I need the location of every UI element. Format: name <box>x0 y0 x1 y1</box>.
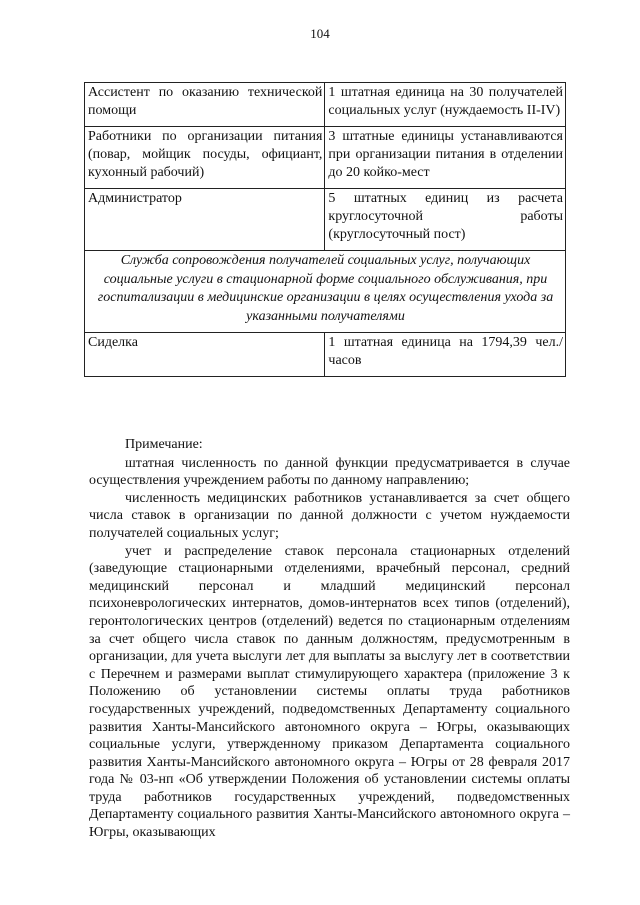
staffing-table <box>84 82 566 377</box>
page-number: 104 <box>310 26 330 41</box>
section-heading: Служба сопровождения получателей социальных услуг, получающих социальные услуги в стационарной форме социального обслуживания, при госпитализации в медицинские организации в целях осуществления ухода за указанными получателями <box>85 251 566 333</box>
section-heading-row <box>85 251 566 333</box>
role-cell: Администратор <box>85 189 325 251</box>
table-row <box>85 127 566 189</box>
note-paragraph: штатная численность по данной функции предусматривается в случае осуществления учреждением работы по данному направлению; <box>89 455 570 489</box>
quantity-cell: 5 штатных единиц из расчета круглосуточной работы (круглосуточный пост) <box>325 189 566 251</box>
notes-section <box>89 436 570 842</box>
table-row <box>85 333 566 377</box>
role-cell: Ассистент по оказанию технической помощи <box>85 83 325 127</box>
note-paragraph: численность медицинских работников устанавливается за счет общего числа ставок в организации по данной должности с учетом нуждаемости получателей социальных услуг; <box>89 490 570 541</box>
role-cell: Сиделка <box>85 333 325 377</box>
quantity-cell: 1 штатная единица на 1794,39 чел./часов <box>325 333 566 377</box>
quantity-cell: 3 штатные единицы устанавливаются при организации питания в отделении до 20 койко-мест <box>325 127 566 189</box>
role-cell: Работники по организации питания (повар, мойщик посуды, официант, кухонный рабочий) <box>85 127 325 189</box>
table-row <box>85 189 566 251</box>
note-paragraph: учет и распределение ставок персонала стационарных отделений (заведующие стационарными отделениями, врачебный персонал, средний медицинский персонал и младший медицинский персонал психоневрологических интернатов, домов-интернатов всех типов (отделений), геронтологических центров (отделений) ведется по стационарным отделениям за счет общего числа ставок по данным должностям, предусмотренным в организации, для учета выслуги лет для выплаты за выслугу лет в соответствии с Перечнем и размерами выплат стимулирующего характера (приложение 3 к Положению об установлении системы оплаты труда работников государственных учреждений, подведомственных Департаменту социального развития Ханты-Мансийского автономного округа – Югры, оказывающих социальные услуги, утвержденному приказом Департамента социального развития Ханты-Мансийского автономного округа – Югры от 28 февраля 2017 года № 03-нп «Об утверждении Положения об установлении системы оплаты труда работников государственных учреждений, подведомственных Департаменту социального развития Ханты-Мансийского автономного округа – Югры, оказывающих <box>89 543 570 841</box>
quantity-cell: 1 штатная единица на 30 получателей социальных услуг (нуждаемость II-IV) <box>325 83 566 127</box>
table-row <box>85 83 566 127</box>
notes-heading: Примечание: <box>125 437 203 452</box>
